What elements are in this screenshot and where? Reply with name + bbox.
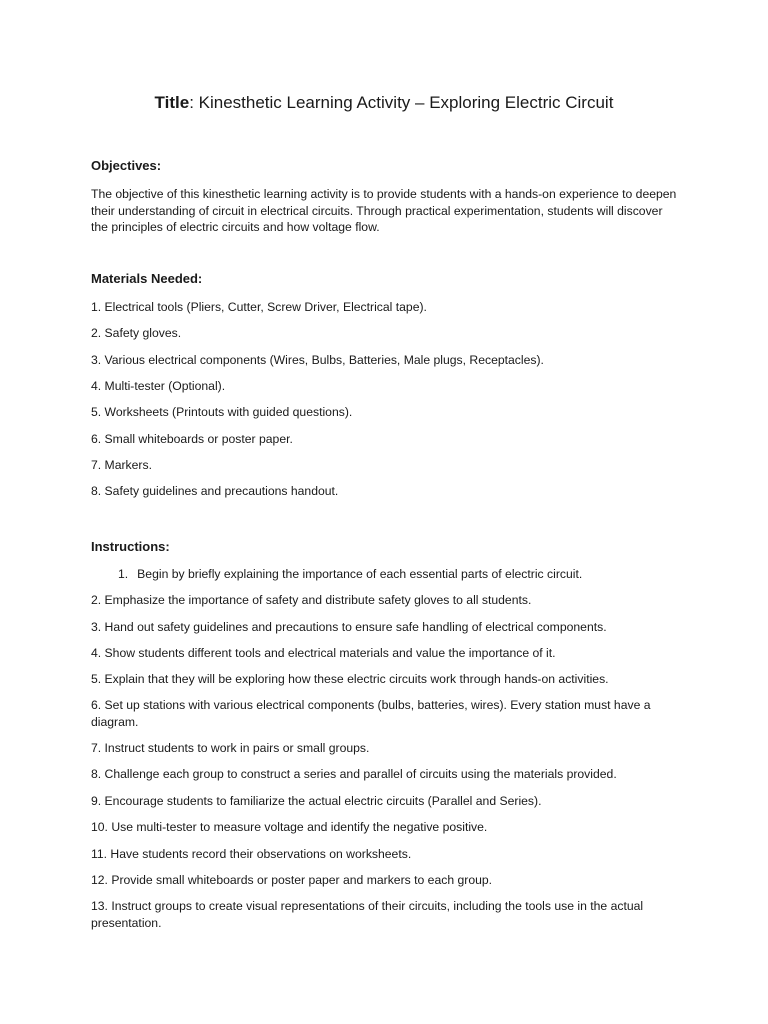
instruction-item: 8. Challenge each group to construct a series and parallel of circuits using the materials provided. (91, 767, 617, 781)
title-label: Title (154, 93, 190, 112)
material-item: 6. Small whiteboards or poster paper. (91, 432, 293, 446)
instruction-item: 10. Use multi-tester to measure voltage and identify the negative positive. (91, 820, 488, 834)
instruction-item: 3. Hand out safety guidelines and precautions to ensure safe handling of electrical components. (91, 620, 607, 634)
instruction-item: 13. Instruct groups to create visual representations of their circuits, including the tools use in the actual presentation. (91, 899, 644, 930)
instruction-item: 9. Encourage students to familiarize the actual electric circuits (Parallel and Series). (91, 794, 542, 808)
material-item: 8. Safety guidelines and precautions handout. (91, 484, 339, 498)
instruction-item (118, 566, 718, 583)
instruction-item: 7. Instruct students to work in pairs or small groups. (91, 741, 370, 755)
material-item: 7. Markers. (91, 458, 152, 472)
instruction-number: 1. (118, 567, 129, 581)
instructions-heading: Instructions: (91, 539, 170, 554)
material-item: 4. Multi-tester (Optional). (91, 379, 226, 393)
document-title (0, 92, 768, 114)
title-text: : Kinesthetic Learning Activity – Exploring Electric Circuit (189, 93, 614, 112)
instruction-text: Begin by briefly explaining the importance of each essential parts of electric circuit. (137, 567, 583, 581)
material-item: 5. Worksheets (Printouts with guided questions). (91, 405, 353, 419)
material-item: 2. Safety gloves. (91, 326, 182, 340)
objectives-text: The objective of this kinesthetic learning activity is to provide students with a hands-on experience to deepen their understanding of circuit in electrical circuits. Through practical experimentation, students will discover the principles of electric circuits and how voltage flow. (91, 187, 677, 234)
instruction-item: 11. Have students record their observations on worksheets. (91, 847, 412, 861)
instruction-item: 6. Set up stations with various electrical components (bulbs, batteries, wires). Every station must have a diagram. (91, 698, 651, 729)
instruction-item: 5. Explain that they will be exploring how these electric circuits work through hands-on activities. (91, 672, 609, 686)
instruction-item: 4. Show students different tools and electrical materials and value the importance of it. (91, 646, 556, 660)
instruction-item: 2. Emphasize the importance of safety and distribute safety gloves to all students. (91, 593, 532, 607)
instruction-item: 12. Provide small whiteboards or poster paper and markers to each group. (91, 873, 493, 887)
materials-heading: Materials Needed: (91, 271, 203, 286)
material-item: 3. Various electrical components (Wires, Bulbs, Batteries, Male plugs, Receptacles). (91, 353, 544, 367)
objectives-heading: Objectives: (91, 158, 162, 173)
material-item: 1. Electrical tools (Pliers, Cutter, Screw Driver, Electrical tape). (91, 300, 427, 314)
